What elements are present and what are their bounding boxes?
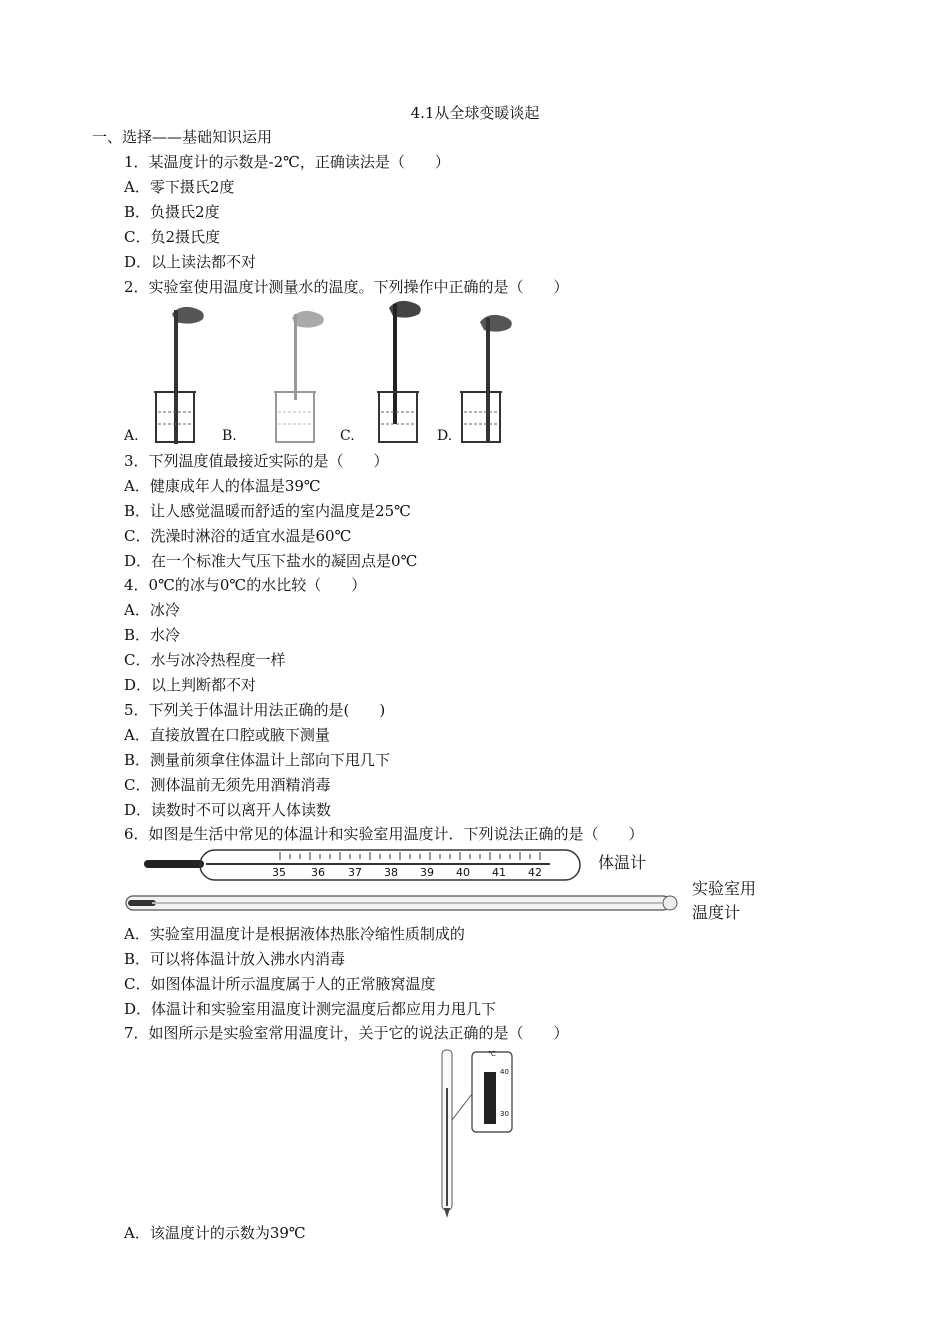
q5-option-c: C．测体温前无须先用酒精消毒 [124,776,331,794]
q1-option-a: A．零下摄氏2度 [124,178,235,196]
clinical-thermometer [140,846,590,886]
figure-c-beaker [377,301,421,442]
figure-d-beaker [460,315,512,442]
q2-beaker-figures [120,300,540,448]
q4-option-b: B．水冷 [124,626,181,644]
zoom-40: 40 [500,1068,509,1076]
zoom-unit: ℃ [488,1050,496,1058]
q6-option-b: B．可以将体温计放入沸水内消毒 [124,950,346,968]
clinical-thermometer-label: 体温计 [598,853,647,872]
question-4-stem: 4．0℃的冰与0℃的水比较（ ） [124,576,367,594]
zoom-30: 30 [500,1110,509,1118]
scale-38: 38 [384,866,398,879]
scale-39: 39 [420,866,434,879]
q3-option-a: A．健康成年人的体温是39℃ [124,477,321,495]
lab-thermometer-label-line1: 实验室用 [692,879,757,898]
question-1-stem: 1．某温度计的示数是-2℃，正确读法是（ ） [124,153,450,171]
q3-option-d: D．在一个标准大气压下盐水的凝固点是0℃ [124,552,418,570]
question-3-stem: 3．下列温度值最接近实际的是（ ） [124,452,389,470]
q2-label-b: B. [222,428,237,444]
question-5-stem: 5．下列关于体温计用法正确的是( ) [124,701,386,719]
figure-a-beaker [154,307,204,444]
scale-36: 36 [311,866,325,879]
q3-option-b: B．让人感觉温暖而舒适的室内温度是25℃ [124,502,411,520]
q6-option-c: C．如图体温计所示温度属于人的正常腋窝温度 [124,975,436,993]
figure-b-beaker [274,311,324,442]
q2-label-c: C. [340,428,355,444]
q4-option-d: D．以上判断都不对 [124,676,257,694]
scale-41: 41 [492,866,506,879]
question-2-stem: 2．实验室使用温度计测量水的温度。下列操作中正确的是（ ） [124,278,569,296]
question-7-stem: 7．如图所示是实验室常用温度计，关于它的说法正确的是（ ） [124,1024,569,1042]
lab-thermometer [122,890,682,916]
q7-option-a: A．该温度计的示数为39℃ [124,1224,306,1242]
section-heading: 一、选择——基础知识运用 [92,128,273,146]
scale-35: 35 [272,866,286,879]
q1-option-c: C．负2摄氏度 [124,228,221,246]
q5-option-d: D．读数时不可以离开人体读数 [124,801,332,819]
q6-option-a: A．实验室用温度计是根据液体热胀冷缩性质制成的 [124,925,465,943]
q3-option-c: C．洗澡时淋浴的适宜水温是60℃ [124,527,352,545]
q6-option-d: D．体温计和实验室用温度计测完温度后都应用力甩几下 [124,1000,497,1018]
lab-thermometer-label-line2: 温度计 [692,903,741,922]
question-6-stem: 6．如图是生活中常见的体温计和实验室用温度计．下列说法正确的是（ ） [124,825,644,843]
q2-label-d: D. [437,428,453,444]
scale-37: 37 [348,866,362,879]
q5-option-a: A．直接放置在口腔或腋下测量 [124,726,330,744]
q1-option-d: D．以上读法都不对 [124,253,257,271]
scale-40: 40 [456,866,470,879]
scale-42: 42 [528,866,542,879]
q5-option-b: B．测量前须拿住体温计上部向下甩几下 [124,751,391,769]
q1-option-b: B．负摄氏2度 [124,203,220,221]
q4-option-a: A．冰冷 [124,601,180,619]
q4-option-c: C．水与冰冷热程度一样 [124,651,286,669]
q2-label-a: A. [124,428,139,444]
page-title: 4.1从全球变暖谈起 [410,104,540,122]
